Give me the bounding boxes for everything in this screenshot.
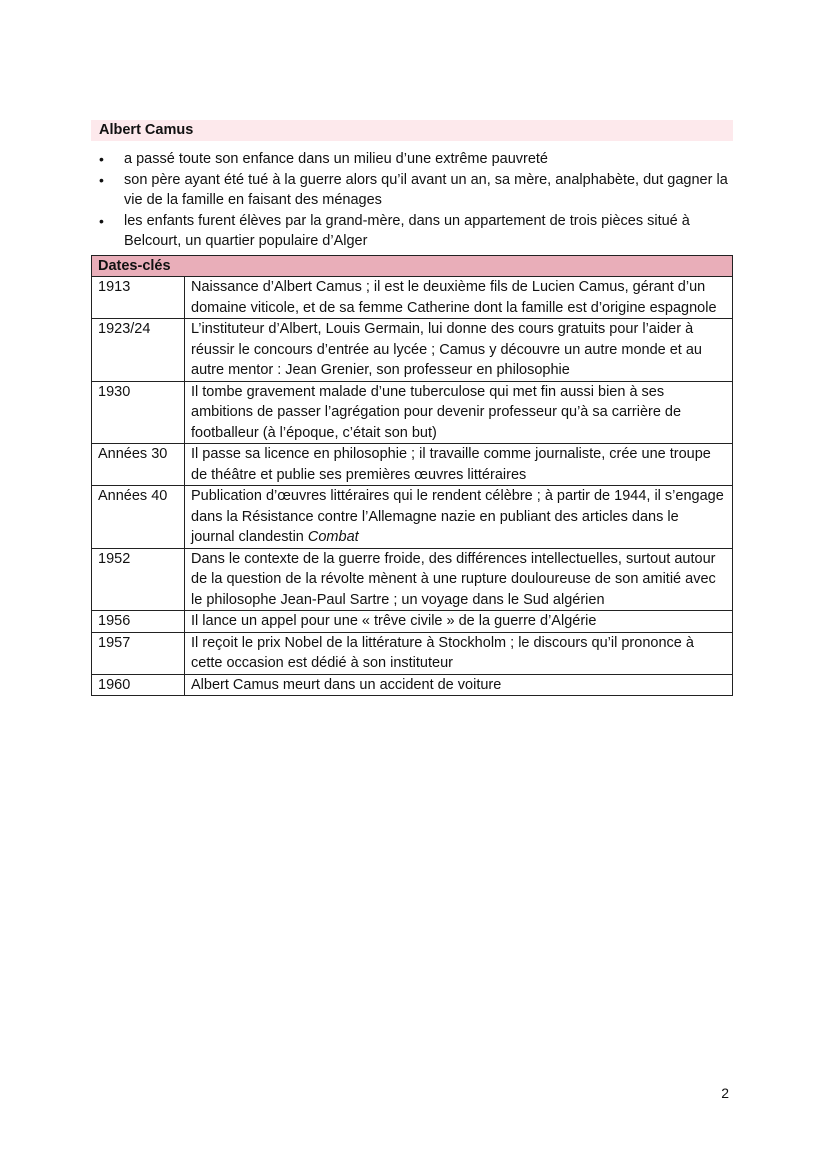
- list-item-text: son père ayant été tué à la guerre alors qu’il avant un an, sa mère, analphabète, dut gagner la vie de la famille en faisant des ménages: [124, 171, 728, 208]
- row-date: Années 30: [92, 444, 185, 486]
- table-header-row: [92, 255, 733, 277]
- table-row: [92, 548, 733, 611]
- list-item: [91, 170, 733, 211]
- row-text-main: Publication d’œuvres littéraires qui le rendent célèbre ; à partir de 1944, il s’engage dans la Résistance contre l’Allemagne nazie en publiant des articles dans le journal clandestin: [191, 488, 724, 545]
- row-text-italic: Combat: [307, 529, 359, 545]
- row-date: 1923/24: [92, 319, 185, 382]
- row-text: [185, 486, 733, 549]
- bullet-icon: •: [99, 212, 104, 229]
- list-item: [91, 211, 733, 252]
- bullet-icon: •: [99, 151, 104, 167]
- row-text: Dans le contexte de la guerre froide, des différences intellectuelles, surtout autour de la question de la révolte mènent à une rupture douloureuse de son amitié avec le philosophe Jean-Paul Sartre ; un voyage dans le Sud algérien: [185, 548, 733, 611]
- row-date: 1956: [92, 611, 185, 633]
- table-row: [92, 319, 733, 382]
- row-text: L’instituteur d’Albert, Louis Germain, lui donne des cours gratuits pour l’aider à réussir le concours d’entrée au lycée ; Camus y découvre un autre monde et au autre mentor : Jean Grenier, son professeur en philosophie: [185, 319, 733, 382]
- row-text: Naissance d’Albert Camus ; il est le deuxième fils de Lucien Camus, gérant d’un domaine viticole, et de sa femme Catherine dont la famille est d’origine espagnole: [185, 277, 733, 319]
- row-date: 1960: [92, 674, 185, 696]
- section-heading: Albert Camus: [91, 120, 733, 141]
- list-item-text: les enfants furent élèves par la grand-mère, dans un appartement de trois pièces situé à Belcourt, un quartier populaire d’Alger: [124, 212, 690, 249]
- row-text: Albert Camus meurt dans un accident de voiture: [185, 674, 733, 696]
- row-text: Il reçoit le prix Nobel de la littérature à Stockholm ; le discours qu’il prononce à cette occasion est dédié à son instituteur: [185, 632, 733, 674]
- dates-table: [91, 255, 733, 697]
- bullet-list: [91, 149, 733, 252]
- table-row: [92, 674, 733, 696]
- row-date: 1913: [92, 277, 185, 319]
- page-number: 2: [721, 1085, 729, 1101]
- row-date: Années 40: [92, 486, 185, 549]
- table-row: [92, 381, 733, 444]
- table-row: [92, 444, 733, 486]
- list-item: [91, 149, 733, 170]
- row-text: Il passe sa licence en philosophie ; il travaille comme journaliste, crée une troupe de théâtre et publie ses premières œuvres littéraires: [185, 444, 733, 486]
- row-date: 1957: [92, 632, 185, 674]
- row-text: Il lance un appel pour une « trêve civile » de la guerre d’Algérie: [185, 611, 733, 633]
- row-text: Il tombe gravement malade d’une tuberculose qui met fin aussi bien à ses ambitions de passer l’agrégation pour devenir professeur qu’à sa carrière de footballeur (à l’époque, c’était son but): [185, 381, 733, 444]
- table-header: Dates-clés: [92, 255, 733, 277]
- table-row: [92, 486, 733, 549]
- table-row: [92, 611, 733, 633]
- row-date: 1930: [92, 381, 185, 444]
- page-content: [91, 120, 733, 696]
- bullet-icon: •: [99, 171, 104, 188]
- row-date: 1952: [92, 548, 185, 611]
- list-item-text: a passé toute son enfance dans un milieu d’une extrême pauvreté: [124, 151, 548, 167]
- table-row: [92, 277, 733, 319]
- table-row: [92, 632, 733, 674]
